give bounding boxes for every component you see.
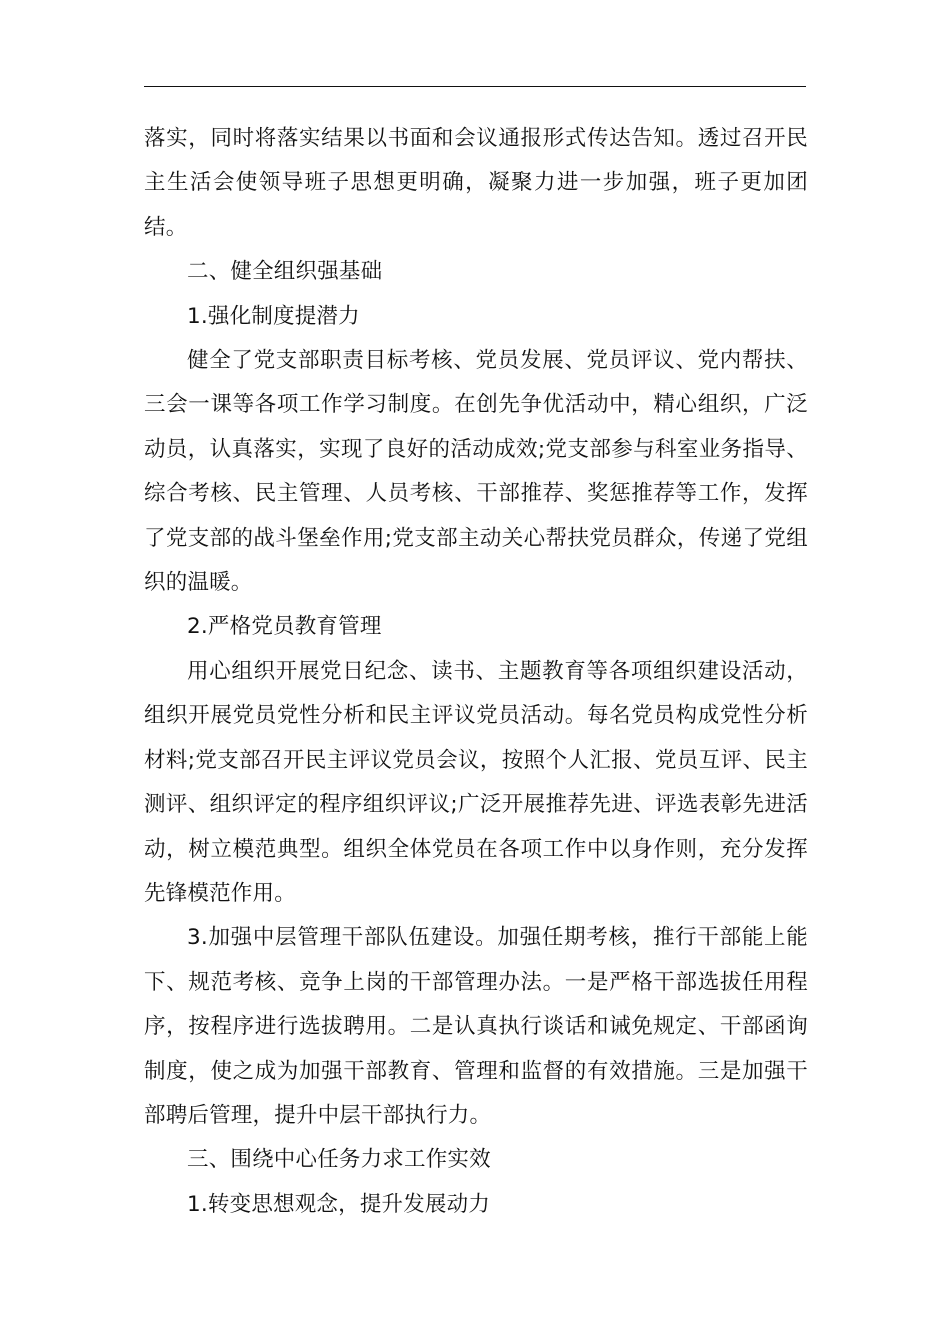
- paragraph-cadre-team: 3.加强中层管理干部队伍建设。加强任期考核，推行干部能上能下、规范考核、竞争上岗的干部管理办法。一是严格干部选拔任用程序，按程序进行选拔聘用。二是认真执行谈话和诫免规定、干部函询制度，使之成为加强干部教育、管理和监督的有效措施。三是加强干部聘后管理，提升中层干部执行力。: [144, 925, 808, 1128]
- subheading-2-2: 2.严格党员教育管理: [187, 614, 382, 640]
- header-rule: [144, 86, 806, 87]
- paragraph-continuation: 落实，同时将落实结果以书面和会议通报形式传达告知。透过召开民主生活会使领导班子思想更明确，凝聚力进一步加强，班子更加团结。: [144, 126, 808, 240]
- subheading-2-1: 1.强化制度提潜力: [187, 303, 360, 329]
- section-heading-2: 二、健全组织强基础: [187, 259, 383, 285]
- section-heading-3: 三、围绕中心任务力求工作实效: [187, 1147, 491, 1173]
- document-body: [144, 117, 808, 1227]
- paragraph-member-education: 用心组织开展党日纪念、读书、主题教育等各项组织建设活动，组织开展党员党性分析和民主评议党员活动。每名党员构成党性分析材料;党支部召开民主评议党员会议，按照个人汇报、党员互评、民主测评、组织评定的程序组织评议;广泛开展推荐先进、评选表彰先进活动，树立模范典型。组织全体党员在各项工作中以身作则，充分发挥先锋模范作用。: [144, 658, 808, 906]
- paragraph-system-building: 健全了党支部职责目标考核、党员发展、党员评议、党内帮扶、三会一课等各项工作学习制度。在创先争优活动中，精心组织，广泛动员，认真落实，实现了良好的活动成效;党支部参与科室业务指导、综合考核、民主管理、人员考核、干部推荐、奖惩推荐等工作，发挥了党支部的战斗堡垒作用;党支部主动关心帮扶党员群众，传递了党组织的温暖。: [144, 348, 808, 596]
- subheading-3-1: 1.转变思想观念，提升发展动力: [187, 1191, 491, 1217]
